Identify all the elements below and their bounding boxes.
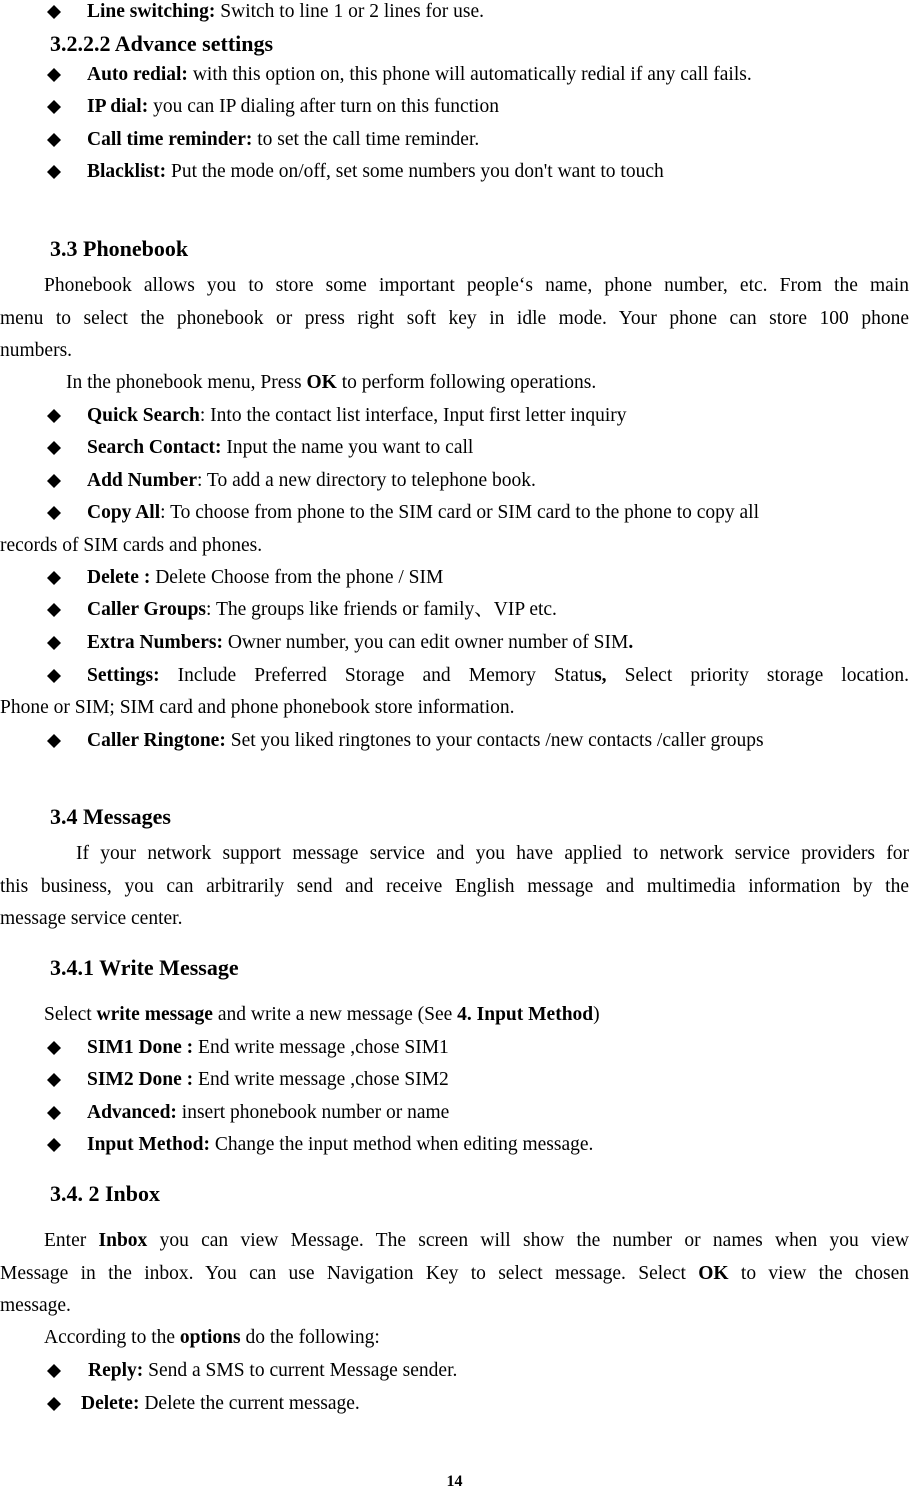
list-item: Caller Ringtone: Set you liked ringtones to your contacts /new contacts /caller groups [87, 730, 764, 751]
section-heading-342: 3.4. 2 Inbox [50, 1181, 161, 1206]
bullet-diamond-icon [45, 1359, 63, 1383]
bullet-diamond-icon [45, 501, 63, 525]
paragraph-line: In the phonebook menu, Press OK to perform following operations. [66, 372, 597, 393]
paragraph-line: If your network support message service and you have applied to network service providers for [76, 843, 909, 864]
section-heading-341: 3.4.1 Write Message [50, 955, 239, 980]
list-item: SIM2 Done : End write message ,chose SIM2 [87, 1069, 449, 1090]
list-item-continuation: records of SIM cards and phones. [0, 535, 263, 556]
bullet-diamond-icon [45, 664, 63, 688]
page-number: 14 [446, 1473, 463, 1490]
list-item: Advanced: insert phonebook number or name [87, 1102, 450, 1123]
paragraph-line: numbers. [0, 340, 73, 361]
bullet-diamond-icon [45, 1133, 63, 1157]
paragraph-line: message. [0, 1295, 71, 1316]
bullet-diamond-icon [45, 598, 63, 622]
list-item: Copy All: To choose from phone to the SIM card or SIM card to the phone to copy all [87, 502, 760, 523]
list-item: Delete : Delete Choose from the phone / SIM [87, 567, 444, 588]
paragraph-line: menu to select the phonebook or press right soft key in idle mode. Your phone can store 100 phone [0, 308, 909, 329]
list-item: Line switching: Switch to line 1 or 2 lines for use. [87, 1, 485, 22]
list-item: Settings: Include Preferred Storage and Memory Status, Select priority storage location. [87, 665, 909, 686]
list-item: IP dial: you can IP dialing after turn on this function [87, 96, 499, 117]
bullet-diamond-icon [45, 1392, 63, 1416]
list-item: Search Contact: Input the name you want to call [87, 437, 474, 458]
list-item: Reply: Send a SMS to current Message sender. [88, 1360, 458, 1381]
list-item: Add Number: To add a new directory to telephone book. [87, 470, 536, 491]
bullet-diamond-icon [45, 1068, 63, 1092]
list-item: Auto redial: with this option on, this phone will automatically redial if any call fails. [87, 64, 752, 85]
bullet-diamond-icon [45, 128, 63, 152]
paragraph-line: this business, you can arbitrarily send and receive English message and multimedia information by the [0, 876, 909, 897]
list-item: Call time reminder: to set the call time reminder. [87, 129, 480, 150]
list-item: Input Method: Change the input method when editing message. [87, 1134, 594, 1155]
paragraph-line: Message in the inbox. You can use Navigation Key to select message. Select OK to view the chosen [0, 1263, 909, 1284]
section-heading-33: 3.3 Phonebook [50, 236, 189, 261]
list-item: Quick Search: Into the contact list interface, Input first letter inquiry [87, 405, 627, 426]
bullet-diamond-icon [45, 436, 63, 460]
section-heading-3222: 3.2.2.2 Advance settings [50, 31, 274, 56]
bullet-diamond-icon [45, 1101, 63, 1125]
list-item-continuation: Phone or SIM; SIM card and phone phonebook store information. [0, 697, 515, 718]
bullet-diamond-icon [45, 63, 63, 87]
paragraph-line: Select write message and write a new message (See 4. Input Method) [44, 1004, 600, 1025]
paragraph-line: Enter Inbox you can view Message. The screen will show the number or names when you view [44, 1230, 909, 1251]
section-heading-34: 3.4 Messages [50, 804, 171, 829]
list-item: SIM1 Done : End write message ,chose SIM1 [87, 1037, 449, 1058]
list-item: Blacklist: Put the mode on/off, set some numbers you don't want to touch [87, 161, 664, 182]
bullet-diamond-icon [45, 160, 63, 184]
paragraph-line: message service center. [0, 908, 183, 929]
bullet-diamond-icon [45, 1036, 63, 1060]
list-item: Extra Numbers: Owner number, you can edit owner number of SIM. [87, 632, 634, 653]
paragraph-line: According to the options do the following: [44, 1327, 380, 1348]
bullet-diamond-icon [45, 631, 63, 655]
bullet-diamond-icon [45, 566, 63, 590]
bullet-diamond-icon [45, 469, 63, 493]
list-item: Caller Groups: The groups like friends or family、VIP etc. [87, 599, 557, 620]
paragraph-line: Phonebook allows you to store some important people‘s name, phone number, etc. From the main [44, 275, 909, 296]
bullet-diamond-icon [45, 0, 63, 24]
bullet-diamond-icon [45, 729, 63, 753]
bullet-diamond-icon [45, 404, 63, 428]
bullet-diamond-icon [45, 95, 63, 119]
list-item: Delete: Delete the current message. [81, 1393, 360, 1414]
